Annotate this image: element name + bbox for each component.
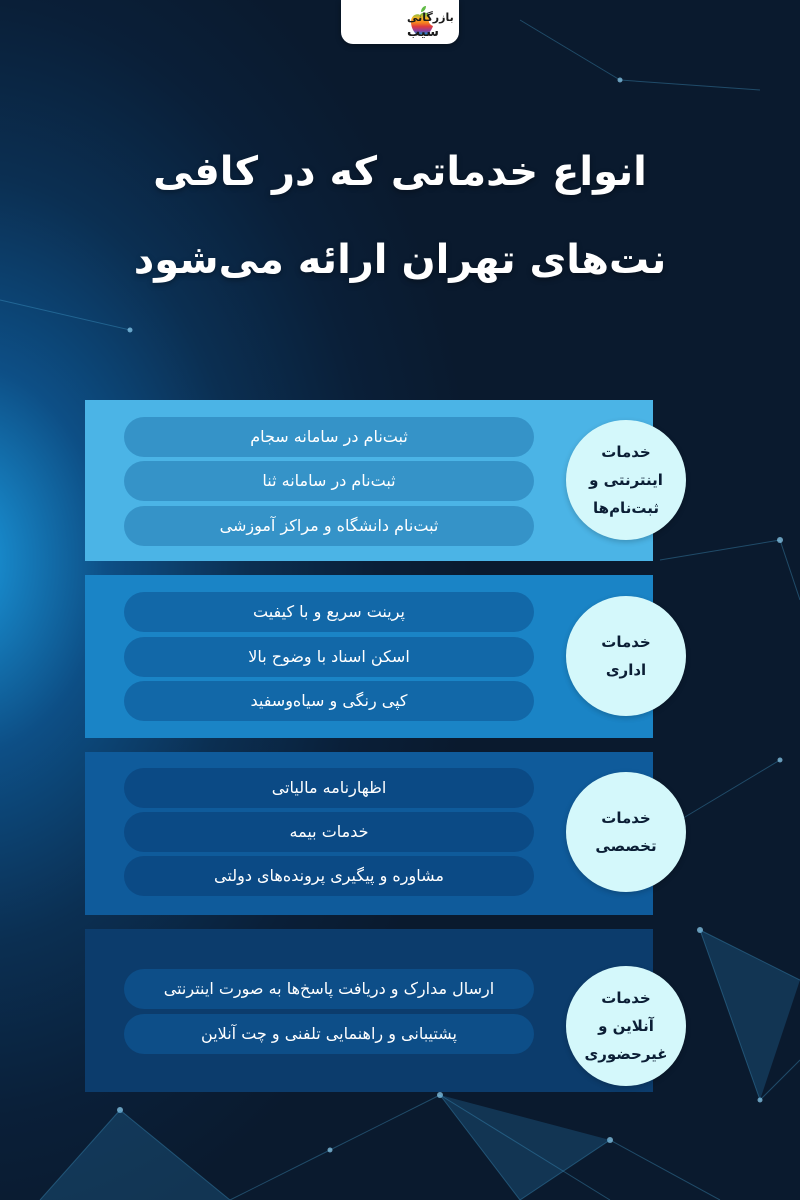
- category-badge-office: [566, 596, 686, 716]
- service-item: پرینت سریع و با کیفیت: [124, 592, 534, 632]
- category-label: خدمات: [601, 989, 651, 1007]
- service-item: اسکن اسناد با وضوح بالا: [124, 637, 534, 677]
- logo-text-bottom: سیب: [407, 25, 439, 40]
- service-item: ثبت‌نام در سامانه سجام: [124, 417, 534, 457]
- category-label: اداری: [605, 661, 647, 679]
- page-title: [60, 128, 740, 304]
- service-item: ثبت‌نام دانشگاه و مراکز آموزشی: [124, 506, 534, 546]
- service-item: اظهارنامه مالیاتی: [124, 768, 534, 808]
- category-label: خدمات: [601, 443, 651, 461]
- service-item: ارسال مدارک و دریافت پاسخ‌ها به صورت اینترنتی: [124, 969, 534, 1009]
- category-label: تخصصی: [595, 837, 657, 855]
- category-label: غیرحضوری: [584, 1045, 668, 1063]
- service-item: پشتیبانی و راهنمایی تلفنی و چت آنلاین: [124, 1014, 534, 1054]
- title-line-1: انواع خدماتی که در کافی: [153, 149, 647, 195]
- category-badge-internet: [566, 420, 686, 540]
- category-label: ثبت‌نام‌ها: [593, 499, 659, 517]
- category-label: خدمات: [601, 809, 651, 827]
- service-item: خدمات بیمه: [124, 812, 534, 852]
- service-item: کپی رنگی و سیاه‌وسفید: [124, 681, 534, 721]
- title-line-2: نت‌های تهران ارائه می‌شود: [133, 237, 667, 283]
- category-label: خدمات: [601, 633, 651, 651]
- service-item: ثبت‌نام در سامانه ثنا: [124, 461, 534, 501]
- category-badge-online: [566, 966, 686, 1086]
- logo-text-top: بازرگانی: [407, 11, 454, 24]
- brand-logo: [341, 0, 459, 44]
- service-item: مشاوره و پیگیری پرونده‌های دولتی: [124, 856, 534, 896]
- category-label: اینترنتی و: [589, 471, 663, 489]
- category-label: آنلاین و: [598, 1017, 654, 1035]
- category-badge-specialized: [566, 772, 686, 892]
